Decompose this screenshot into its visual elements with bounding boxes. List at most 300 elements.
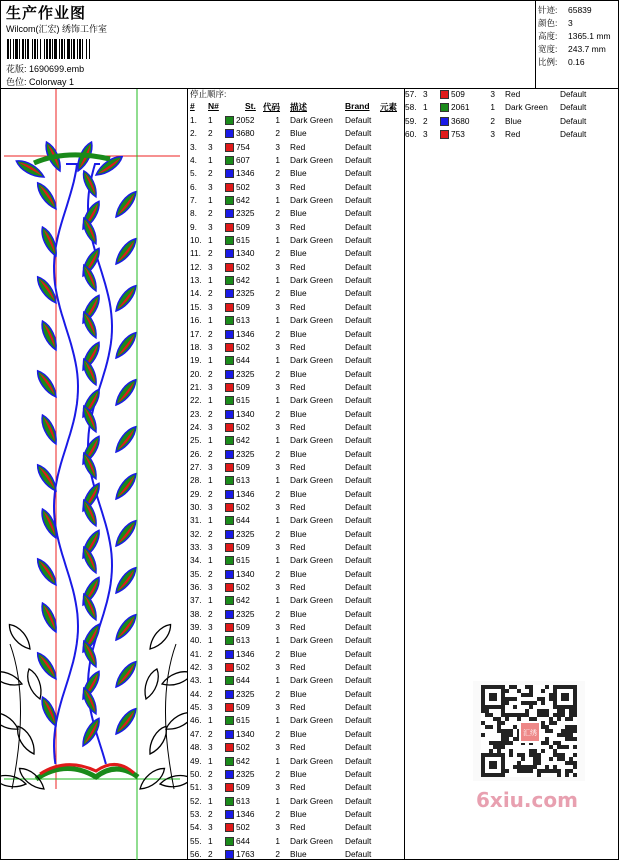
stat-value: 3 <box>568 18 573 28</box>
row-stitches: 613 <box>236 315 250 326</box>
table-row <box>190 394 404 407</box>
table-row <box>190 328 404 341</box>
color-swatch <box>225 837 234 846</box>
row-description: Dark Green <box>290 435 333 446</box>
row-index: 20. <box>190 368 202 379</box>
color-swatch <box>225 783 234 792</box>
row-brand: Default <box>345 808 372 819</box>
row-code: 3 <box>275 341 280 352</box>
row-brand: Default <box>345 461 372 472</box>
row-index: 35. <box>190 568 202 579</box>
row-needle: 2 <box>208 368 213 379</box>
row-brand: Default <box>345 368 372 379</box>
color-swatch <box>225 330 234 339</box>
row-index: 37. <box>190 595 202 606</box>
row-description: Red <box>290 181 306 192</box>
table-row <box>190 621 404 634</box>
row-needle: 3 <box>208 622 213 633</box>
color-swatch <box>225 703 234 712</box>
colorway-value: Colorway 1 <box>29 77 75 87</box>
row-stitches: 642 <box>236 195 250 206</box>
col-hdr-element: 元素 <box>380 102 398 112</box>
row-description: Dark Green <box>290 715 333 726</box>
row-needle: 2 <box>208 408 213 419</box>
row-index: 9. <box>190 221 197 232</box>
row-code: 3 <box>275 542 280 552</box>
row-needle: 2 <box>208 128 213 139</box>
stat-value: 65839 <box>568 5 592 15</box>
row-brand: Default <box>345 115 372 125</box>
color-swatch <box>225 610 234 619</box>
row-brand: Default <box>560 102 587 113</box>
row-brand: Default <box>345 515 372 526</box>
row-description: Red <box>290 421 306 432</box>
row-needle: 1 <box>208 715 213 726</box>
row-index: 60. <box>405 129 417 140</box>
list-divider <box>404 88 405 860</box>
table-row <box>190 341 404 354</box>
row-stitches: 615 <box>236 235 250 246</box>
row-brand: Default <box>345 822 372 833</box>
row-description: Red <box>290 702 306 713</box>
row-code: 2 <box>275 808 280 819</box>
row-brand: Default <box>345 208 372 219</box>
table-row <box>405 115 619 128</box>
row-index: 30. <box>190 501 202 512</box>
row-stitches: 2325 <box>236 608 255 619</box>
table-row <box>190 714 404 727</box>
row-brand: Default <box>345 355 372 366</box>
row-code: 2 <box>490 115 495 126</box>
row-index: 17. <box>190 328 202 339</box>
color-swatch <box>225 289 234 298</box>
table-row <box>190 741 404 754</box>
row-needle: 1 <box>208 475 213 486</box>
table-row <box>190 728 404 741</box>
row-index: 3. <box>190 141 197 152</box>
color-swatch <box>225 543 234 552</box>
row-code: 1 <box>275 795 280 806</box>
table-row <box>190 755 404 768</box>
leaf-motif <box>112 283 139 314</box>
row-stitches: 2325 <box>236 288 255 299</box>
row-description: Dark Green <box>290 235 333 246</box>
row-index: 14. <box>190 288 202 299</box>
row-brand: Default <box>345 488 372 499</box>
row-brand: Default <box>345 395 372 406</box>
row-description: Red <box>290 341 306 352</box>
row-needle: 1 <box>208 795 213 806</box>
row-index: 46. <box>190 715 202 726</box>
row-index: 11. <box>190 248 201 259</box>
row-code: 1 <box>275 155 280 166</box>
table-row <box>190 221 404 234</box>
row-stitches: 644 <box>236 355 250 366</box>
table-row <box>190 808 404 821</box>
color-swatch <box>225 570 234 579</box>
row-description: Dark Green <box>290 155 333 166</box>
leaf-motif <box>112 424 139 455</box>
row-description: Blue <box>290 488 307 499</box>
row-index: 50. <box>190 768 202 779</box>
row-code: 1 <box>275 395 280 406</box>
stat-value: 1365.1 mm <box>568 31 611 41</box>
row-needle: 1 <box>423 102 428 113</box>
row-code: 1 <box>275 635 280 646</box>
row-needle: 1 <box>208 555 213 566</box>
row-description: Blue <box>290 688 307 699</box>
table-row <box>190 207 404 220</box>
row-code: 2 <box>275 248 280 259</box>
color-swatch <box>225 316 234 325</box>
row-needle: 3 <box>208 141 213 152</box>
table-row <box>190 474 404 487</box>
row-index: 19. <box>190 355 202 366</box>
row-brand: Default <box>345 168 372 179</box>
color-swatch <box>225 129 234 138</box>
row-code: 2 <box>275 448 280 459</box>
row-index: 54. <box>190 822 202 833</box>
color-swatch <box>440 103 449 112</box>
row-needle: 2 <box>208 648 213 659</box>
row-brand: Default <box>345 795 372 806</box>
row-description: Dark Green <box>290 115 333 125</box>
row-needle: 2 <box>208 808 213 819</box>
row-description: Red <box>290 822 306 833</box>
outline-leaf <box>146 621 175 652</box>
color-swatch <box>225 650 234 659</box>
stat-label: 针迹: <box>538 5 558 15</box>
colorway-line <box>6 75 74 88</box>
color-swatch <box>225 169 234 178</box>
row-code: 3 <box>275 461 280 472</box>
row-description: Dark Green <box>290 475 333 486</box>
row-index: 2. <box>190 128 197 139</box>
row-description: Blue <box>290 448 307 459</box>
row-code: 3 <box>275 702 280 713</box>
row-stitches: 644 <box>236 515 250 526</box>
row-stitches: 2061 <box>451 102 470 113</box>
row-index: 55. <box>190 835 202 846</box>
stat-label: 宽度: <box>538 44 558 54</box>
row-index: 24. <box>190 421 202 432</box>
row-brand: Default <box>345 408 372 419</box>
leaf-motif <box>38 413 60 446</box>
row-description: Red <box>290 461 306 472</box>
table-row <box>190 354 404 367</box>
row-needle: 3 <box>208 822 213 833</box>
row-code: 1 <box>275 515 280 526</box>
row-stitches: 1346 <box>236 648 255 659</box>
row-description: Dark Green <box>505 102 548 113</box>
qr-code <box>473 681 585 781</box>
stat-value: 0.16 <box>568 57 585 67</box>
color-swatch <box>225 490 234 499</box>
row-index: 15. <box>190 301 202 312</box>
row-description: Dark Green <box>290 355 333 366</box>
table-row <box>190 688 404 701</box>
outline-leaf <box>160 668 187 689</box>
row-brand: Default <box>345 835 372 846</box>
row-index: 47. <box>190 728 202 739</box>
row-index: 44. <box>190 688 202 699</box>
table-row <box>190 488 404 501</box>
color-swatch <box>225 503 234 512</box>
design-preview <box>0 89 187 860</box>
row-stitches: 615 <box>236 555 250 566</box>
color-swatch <box>225 823 234 832</box>
row-stitches: 502 <box>236 181 250 192</box>
row-index: 51. <box>190 782 202 793</box>
row-code: 2 <box>275 368 280 379</box>
color-swatch <box>225 850 234 859</box>
row-needle: 1 <box>208 275 213 286</box>
row-stitches: 2325 <box>236 448 255 459</box>
table-row <box>190 274 404 287</box>
color-swatch <box>440 130 449 139</box>
row-brand: Default <box>345 675 372 686</box>
row-description: Dark Green <box>290 595 333 606</box>
row-code: 1 <box>275 475 280 486</box>
color-swatch <box>225 690 234 699</box>
row-index: 28. <box>190 475 202 486</box>
row-needle: 3 <box>208 662 213 673</box>
table-row <box>190 381 404 394</box>
row-index: 23. <box>190 408 202 419</box>
color-swatch <box>225 263 234 272</box>
row-needle: 3 <box>423 129 428 140</box>
table-row <box>190 608 404 621</box>
row-stitches: 509 <box>236 782 250 793</box>
row-index: 42. <box>190 662 202 673</box>
row-code: 1 <box>275 235 280 246</box>
row-stitches: 502 <box>236 662 250 673</box>
row-stitches: 502 <box>236 261 250 272</box>
row-needle: 3 <box>208 181 213 192</box>
color-swatch <box>225 743 234 752</box>
color-swatch <box>225 516 234 525</box>
row-brand: Default <box>345 582 372 593</box>
leaf-motif <box>38 319 60 352</box>
row-index: 33. <box>190 542 202 552</box>
row-index: 16. <box>190 315 202 326</box>
leaf-motif <box>112 471 139 502</box>
row-description: Dark Green <box>290 635 333 646</box>
row-code: 1 <box>490 102 495 113</box>
row-stitches: 2325 <box>236 528 255 539</box>
row-code: 3 <box>275 381 280 392</box>
row-needle: 1 <box>208 755 213 766</box>
row-code: 2 <box>275 768 280 779</box>
watermark-logo: 6xiu.com <box>476 788 578 812</box>
row-brand: Default <box>345 475 372 486</box>
table-row <box>190 634 404 647</box>
row-stitches: 502 <box>236 582 250 593</box>
color-swatch <box>225 797 234 806</box>
row-index: 48. <box>190 742 202 753</box>
row-brand: Default <box>345 341 372 352</box>
color-swatch <box>225 410 234 419</box>
table-row <box>190 167 404 180</box>
table-row <box>190 501 404 514</box>
row-index: 21. <box>190 381 202 392</box>
row-description: Red <box>290 742 306 753</box>
row-code: 3 <box>275 662 280 673</box>
table-row <box>190 528 404 541</box>
row-code: 1 <box>275 835 280 846</box>
row-needle: 3 <box>208 501 213 512</box>
color-swatch <box>225 249 234 258</box>
row-needle: 1 <box>208 355 213 366</box>
row-index: 56. <box>190 848 202 859</box>
leaf-motif <box>38 695 60 728</box>
color-swatch <box>225 716 234 725</box>
row-code: 2 <box>275 328 280 339</box>
table-row <box>190 141 404 154</box>
row-index: 36. <box>190 582 202 593</box>
table-row <box>190 661 404 674</box>
row-index: 10. <box>190 235 202 246</box>
col-hdr-needle: N# <box>208 101 219 111</box>
vine <box>54 164 78 764</box>
page-title: 生产作业图 <box>6 5 87 22</box>
row-index: 31. <box>190 515 202 526</box>
row-brand: Default <box>345 635 372 646</box>
row-needle: 2 <box>208 208 213 219</box>
row-description: Blue <box>290 368 307 379</box>
row-needle: 1 <box>208 635 213 646</box>
row-needle: 3 <box>208 261 213 272</box>
row-index: 40. <box>190 635 202 646</box>
row-description: Blue <box>290 848 307 859</box>
row-brand: Default <box>345 448 372 459</box>
row-stitches: 502 <box>236 501 250 512</box>
row-brand: Default <box>345 648 372 659</box>
row-code: 2 <box>275 648 280 659</box>
row-description: Dark Green <box>290 395 333 406</box>
table-row <box>190 674 404 687</box>
table-row <box>405 88 619 101</box>
row-stitches: 502 <box>236 822 250 833</box>
row-index: 18. <box>190 341 202 352</box>
table-row <box>190 781 404 794</box>
table-row <box>190 261 404 274</box>
row-brand: Default <box>345 315 372 326</box>
row-stitches: 642 <box>236 275 250 286</box>
row-brand: Default <box>345 555 372 566</box>
row-brand: Default <box>345 195 372 206</box>
row-brand: Default <box>345 768 372 779</box>
stat-row <box>538 43 611 56</box>
stat-row <box>538 4 611 17</box>
design-line <box>6 62 84 75</box>
color-swatch <box>225 770 234 779</box>
color-swatch <box>225 143 234 152</box>
row-description: Dark Green <box>290 275 333 286</box>
row-description: Red <box>290 301 306 312</box>
row-index: 58. <box>405 102 417 113</box>
row-code: 1 <box>275 555 280 566</box>
row-description: Blue <box>290 808 307 819</box>
row-brand: Default <box>345 501 372 512</box>
row-code: 3 <box>490 129 495 140</box>
row-description: Red <box>290 381 306 392</box>
row-code: 2 <box>275 608 280 619</box>
stat-row <box>538 30 611 43</box>
row-brand: Default <box>345 848 372 859</box>
row-index: 57. <box>405 89 417 99</box>
design-file: 1690699.emb <box>29 64 85 74</box>
row-index: 8. <box>190 208 197 219</box>
row-needle: 2 <box>208 568 213 579</box>
row-needle: 1 <box>208 835 213 846</box>
row-brand: Default <box>345 155 372 166</box>
col-hdr-stitches: St. <box>245 101 256 111</box>
row-stitches: 1763 <box>236 848 255 859</box>
bottom-band <box>36 768 138 779</box>
table-row <box>190 154 404 167</box>
row-needle: 3 <box>208 542 213 552</box>
table-row <box>190 594 404 607</box>
row-description: Dark Green <box>290 755 333 766</box>
stop-list-left <box>190 114 404 861</box>
row-brand: Default <box>345 381 372 392</box>
row-brand: Default <box>345 688 372 699</box>
row-brand: Default <box>345 181 372 192</box>
row-stitches: 502 <box>236 421 250 432</box>
color-swatch <box>225 436 234 445</box>
row-needle: 3 <box>208 221 213 232</box>
row-code: 1 <box>275 755 280 766</box>
row-brand: Default <box>345 608 372 619</box>
row-stitches: 1340 <box>236 728 255 739</box>
color-swatch <box>225 209 234 218</box>
table-row <box>190 368 404 381</box>
leaf-motif <box>112 518 139 549</box>
row-description: Dark Green <box>290 315 333 326</box>
col-hdr-code: 代码 <box>263 102 281 112</box>
row-needle: 2 <box>208 168 213 179</box>
row-index: 25. <box>190 435 202 446</box>
row-needle: 2 <box>208 688 213 699</box>
outline-stem-left <box>10 644 21 789</box>
table-row <box>405 101 619 114</box>
row-description: Red <box>290 221 306 232</box>
row-needle: 2 <box>208 528 213 539</box>
row-code: 2 <box>275 848 280 859</box>
row-stitches: 2325 <box>236 768 255 779</box>
row-code: 1 <box>275 675 280 686</box>
table-row <box>190 768 404 781</box>
row-index: 27. <box>190 461 202 472</box>
row-needle: 2 <box>208 448 213 459</box>
color-swatch <box>225 423 234 432</box>
table-row <box>190 554 404 567</box>
color-swatch <box>225 236 234 245</box>
table-row <box>190 795 404 808</box>
leaf-motif <box>38 601 60 634</box>
row-code: 3 <box>275 822 280 833</box>
row-stitches: 1346 <box>236 808 255 819</box>
row-code: 3 <box>275 501 280 512</box>
row-index: 43. <box>190 675 202 686</box>
row-stitches: 1340 <box>236 248 255 259</box>
color-swatch <box>225 383 234 392</box>
row-code: 1 <box>275 595 280 606</box>
outline-leaf <box>24 667 45 701</box>
table-row <box>190 421 404 434</box>
color-swatch <box>225 556 234 565</box>
